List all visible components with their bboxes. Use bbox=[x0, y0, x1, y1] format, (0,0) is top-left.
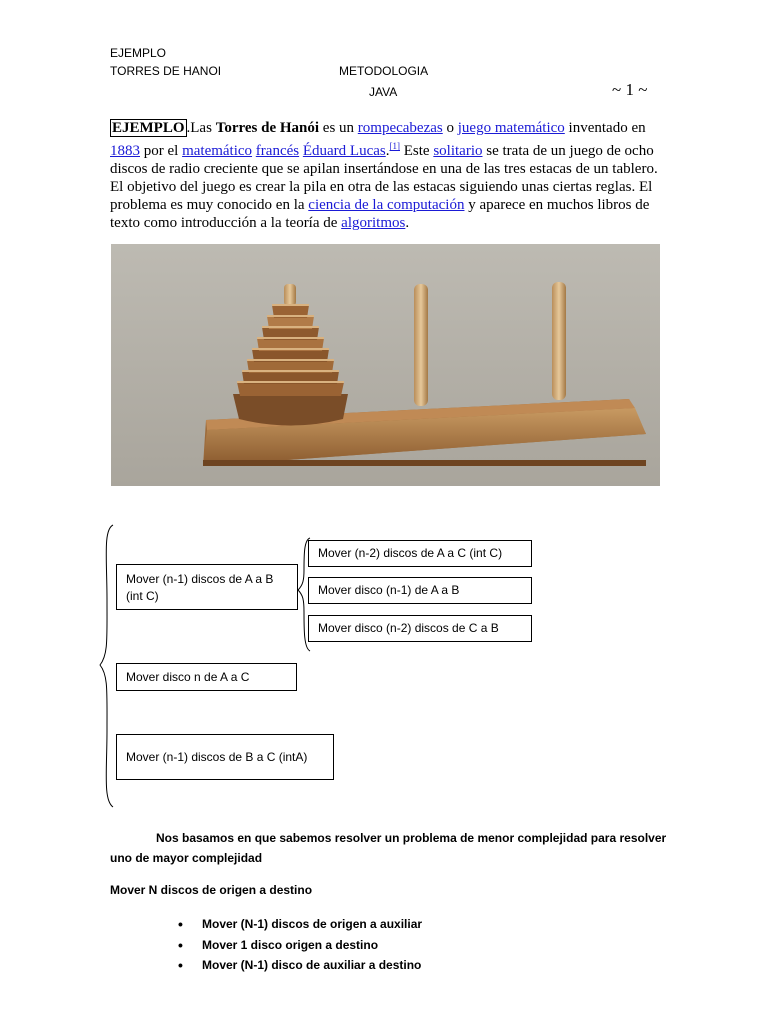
page-number: ~ 1 ~ bbox=[612, 80, 648, 99]
box-move-n2-a-to-c: Mover (n-2) discos de A a C (int C) bbox=[308, 540, 532, 567]
intro-text: o bbox=[442, 120, 458, 136]
link-algoritmos[interactable]: algoritmos bbox=[341, 215, 406, 231]
algorithm-heading: Mover N discos de origen a destino bbox=[110, 883, 313, 897]
left-brace bbox=[100, 525, 113, 807]
explanation-paragraph: Nos basamos en que sabemos resolver un problema de menor complejidad para resolver uno de mayor complejidad bbox=[110, 831, 667, 865]
header-java: JAVA bbox=[369, 85, 398, 99]
header-methodology: METODOLOGIA bbox=[339, 64, 429, 78]
box-move-n1-a-to-b: Mover (n-1) discos de A a B (int C) bbox=[116, 564, 298, 610]
intro-text: por el bbox=[140, 143, 183, 159]
link-ciencia-computacion[interactable]: ciencia de la computación bbox=[308, 197, 465, 213]
link-matematico[interactable]: matemático bbox=[182, 143, 253, 159]
box-move-n1-b-to-c: Mover (n-1) discos de B a C (intA) bbox=[116, 734, 334, 780]
link-solitario[interactable]: solitario bbox=[433, 143, 483, 159]
link-1883[interactable]: 1883 bbox=[110, 143, 140, 159]
link-frances[interactable]: francés bbox=[255, 143, 300, 159]
intro-text: es un bbox=[319, 120, 358, 136]
list-item: • Mover 1 disco origen a destino bbox=[178, 935, 422, 956]
list-item: • Mover (N-1) discos de origen a auxiliar bbox=[178, 914, 422, 935]
intro-text: se trata de un juego de ocho discos de radio creciente que se apilan insertándose en una de las tres estacas de un tablero. El objetivo del juego es crear la pila en otra de las estacas siguiendo unas ciertas reglas. El problema es muy conocido en la bbox=[110, 143, 658, 213]
title-bold: Torres de Hanói bbox=[215, 120, 320, 136]
intro-text: .Las bbox=[186, 120, 216, 136]
box-move-disk-n-a-to-c: Mover disco n de A a C bbox=[116, 663, 297, 691]
header-title: TORRES DE HANOI bbox=[110, 64, 222, 78]
reference-link[interactable]: [1] bbox=[389, 141, 400, 151]
intro-text: Este bbox=[400, 143, 434, 159]
intro-text: . bbox=[385, 143, 390, 159]
intro-text: inventado en bbox=[564, 120, 646, 136]
list-item: • Mover (N-1) disco de auxiliar a destino bbox=[178, 955, 422, 976]
header-ejemplo: EJEMPLO bbox=[110, 46, 167, 60]
link-juego-matematico[interactable]: juego matemático bbox=[457, 120, 565, 136]
link-rompecabezas[interactable]: rompecabezas bbox=[357, 120, 443, 136]
link-eduard-lucas[interactable]: Éduard Lucas bbox=[302, 143, 386, 159]
boxed-label: EJEMPLO bbox=[112, 120, 185, 136]
box-move-n2-c-to-b: Mover disco (n-2) discos de C a B bbox=[308, 615, 532, 642]
intro-text: y aparece en muchos libros de texto como introducción a la teoría de bbox=[110, 197, 650, 231]
intro-text: . bbox=[405, 215, 410, 231]
box-move-disk-n1-a-to-b: Mover disco (n-1) de A a B bbox=[308, 577, 532, 604]
algorithm-steps bbox=[178, 914, 422, 976]
